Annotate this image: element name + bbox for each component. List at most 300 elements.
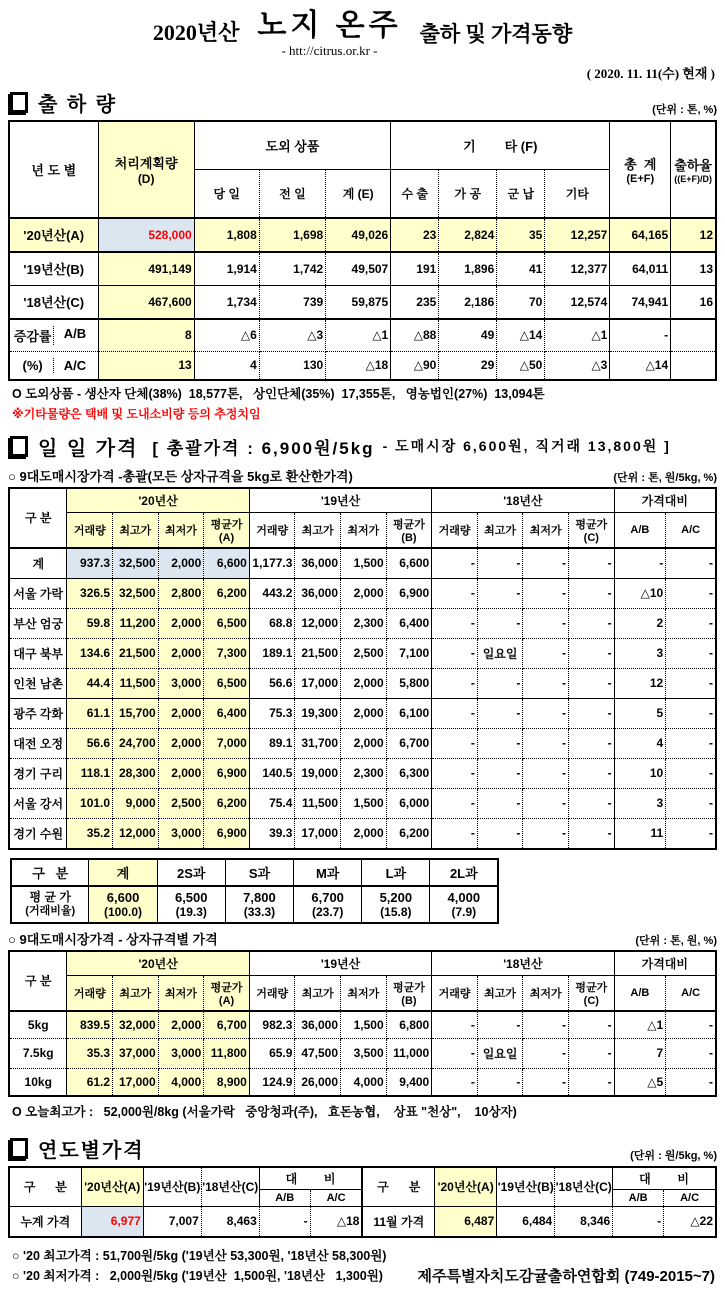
table-cell: 6,200 bbox=[204, 788, 250, 818]
table-cell: 1,734 bbox=[194, 285, 259, 319]
table-cell: 2,500 bbox=[158, 788, 204, 818]
table-cell: - bbox=[432, 578, 478, 608]
table-cell: 2,000 bbox=[341, 728, 387, 758]
table-cell: 36,000 bbox=[295, 548, 341, 579]
table-cell: - bbox=[477, 668, 523, 698]
row-label: 누계 가격 bbox=[9, 1206, 81, 1237]
table-cell: 326.5 bbox=[67, 578, 113, 608]
shipment-table bbox=[8, 120, 717, 381]
table-cell: 134.6 bbox=[67, 638, 113, 668]
col-group-outbound: 도외 상품 bbox=[194, 121, 391, 170]
col-subheader: A/B bbox=[614, 975, 666, 1011]
table-cell: 61.2 bbox=[67, 1068, 113, 1096]
table-cell: 11 bbox=[614, 818, 666, 849]
table-row bbox=[9, 818, 716, 849]
table-cell: 49,026 bbox=[326, 218, 391, 252]
col-header-gubun: 구 분 bbox=[11, 859, 89, 886]
size-table-head bbox=[11, 859, 498, 886]
table-cell: 89.1 bbox=[249, 728, 295, 758]
table-cell: 19,300 bbox=[295, 698, 341, 728]
table-cell: 130 bbox=[259, 351, 325, 380]
table-row bbox=[9, 351, 716, 380]
table-cell: 191 bbox=[391, 252, 439, 286]
table-cell: 35.3 bbox=[67, 1038, 113, 1068]
table-cell: 29 bbox=[439, 351, 497, 380]
table-cell: 982.3 bbox=[249, 1011, 295, 1039]
table-cell: 467,600 bbox=[98, 285, 194, 319]
table-cell: 1,698 bbox=[259, 218, 325, 252]
table-row bbox=[9, 668, 716, 698]
table-cell: - bbox=[523, 608, 569, 638]
col-subheader: 최저가 bbox=[341, 512, 387, 548]
col-subheader: 거래량 bbox=[432, 512, 478, 548]
row-label: 대전 오정 bbox=[9, 728, 67, 758]
col-subheader: A/C bbox=[666, 975, 716, 1011]
row-label: 경기 수원 bbox=[9, 818, 67, 849]
table-cell: 6,000 bbox=[386, 788, 432, 818]
table-cell: - bbox=[477, 578, 523, 608]
table-row bbox=[9, 1068, 716, 1096]
table-cell bbox=[294, 886, 362, 923]
col-subheader: A/B bbox=[614, 512, 666, 548]
row-label bbox=[9, 351, 98, 380]
table-row bbox=[9, 578, 716, 608]
table-cell: 31,700 bbox=[295, 728, 341, 758]
row-label-line: (거래비율) bbox=[25, 904, 76, 917]
table-cell: 2,000 bbox=[158, 548, 204, 579]
table-cell: 49,507 bbox=[326, 252, 391, 286]
shipment-table-body bbox=[9, 218, 716, 319]
col-subheader: 최저가 bbox=[523, 512, 569, 548]
col-header-grade: 2S과 bbox=[157, 859, 225, 886]
table-header-row bbox=[9, 1167, 716, 1190]
table-cell: - bbox=[569, 788, 615, 818]
table-cell: - bbox=[477, 548, 523, 579]
col-header-grade: S과 bbox=[225, 859, 293, 886]
box-price-table bbox=[8, 950, 717, 1097]
table-cell: - bbox=[569, 1011, 615, 1039]
table-cell: - bbox=[477, 758, 523, 788]
today-high-note: O 오늘최고가 : 52,000원/8kg (서울가락 중앙청과(주), 효돈농협, 상표 "천상", 10상자) bbox=[12, 1104, 517, 1119]
row-label: 5kg bbox=[9, 1011, 67, 1039]
col-subheader: 최저가 bbox=[158, 512, 204, 548]
table-cell: 528,000 bbox=[98, 218, 194, 252]
table-cell: 6,500 bbox=[204, 608, 250, 638]
table-cell: 8,463 bbox=[201, 1206, 259, 1237]
col-group-header: '20년산 bbox=[67, 951, 249, 976]
table-cell: - bbox=[569, 698, 615, 728]
footer-notes bbox=[12, 1246, 386, 1286]
col-header-etc: 기타 bbox=[545, 169, 610, 218]
table-cell: 13 bbox=[98, 351, 194, 380]
table-row bbox=[9, 319, 716, 352]
daily-title-detail-sub: - 도매시장 6,600원, 직거래 13,800원 ] bbox=[382, 438, 671, 454]
col-subheader: 거래량 bbox=[67, 512, 113, 548]
table-header-row bbox=[9, 121, 716, 170]
table-cell: 5,800 bbox=[386, 668, 432, 698]
table-cell: 65.9 bbox=[249, 1038, 295, 1068]
col-subheader: 거래량 bbox=[249, 512, 295, 548]
table-cell: 6,700 bbox=[204, 1011, 250, 1039]
table-cell: 12 bbox=[614, 668, 666, 698]
col-group-header: '19년산 bbox=[249, 951, 431, 976]
row-label: 11월 가격 bbox=[362, 1206, 434, 1237]
table-cell: - bbox=[477, 1011, 523, 1039]
col-header-grade: 계 bbox=[89, 859, 157, 886]
table-cell: - bbox=[523, 638, 569, 668]
col-subheader: 평균가(C) bbox=[569, 512, 615, 548]
col-subheader: 거래량 bbox=[67, 975, 113, 1011]
table-cell: - bbox=[259, 1206, 310, 1237]
row-label bbox=[11, 886, 89, 923]
cell-line: (33.3) bbox=[243, 904, 276, 919]
col-header-ac-right: A/C bbox=[664, 1189, 716, 1206]
table-cell: - bbox=[666, 1038, 716, 1068]
table-cell: 21,500 bbox=[295, 638, 341, 668]
table-cell: 1,914 bbox=[194, 252, 259, 286]
table-cell: 3,000 bbox=[158, 818, 204, 849]
row-label: 서울 가락 bbox=[9, 578, 67, 608]
table-row bbox=[9, 788, 716, 818]
col-header-y20-right: '20년산(A) bbox=[435, 1167, 497, 1207]
table-cell bbox=[671, 351, 716, 380]
box-table-head bbox=[9, 951, 716, 1011]
col-header-ac-left: A/C bbox=[310, 1189, 362, 1206]
table-cell: - bbox=[477, 1068, 523, 1096]
daily-title-detail-main: [ 총괄가격 : 6,900원/5kg bbox=[152, 438, 375, 458]
table-row bbox=[9, 218, 716, 252]
table-row bbox=[9, 548, 716, 579]
cell-line: 5,200 bbox=[379, 889, 413, 905]
table-row bbox=[9, 1206, 716, 1237]
title-line bbox=[8, 10, 717, 59]
col-subheader: A/C bbox=[666, 512, 716, 548]
table-cell: 4,000 bbox=[158, 1068, 204, 1096]
cell-line: 4,000 bbox=[447, 889, 481, 905]
cell-line: 7,800 bbox=[243, 889, 276, 905]
table-cell: 10 bbox=[614, 758, 666, 788]
table-cell: 7,000 bbox=[204, 728, 250, 758]
table-cell: 2,000 bbox=[158, 758, 204, 788]
table-cell: 235 bbox=[391, 285, 439, 319]
table-cell: - bbox=[432, 788, 478, 818]
table-cell: - bbox=[477, 608, 523, 638]
table-cell: 739 bbox=[259, 285, 325, 319]
col-group-etc: 기 타 (F) bbox=[391, 121, 610, 170]
row-label: 10kg bbox=[9, 1068, 67, 1096]
table-cell: 4 bbox=[194, 351, 259, 380]
table-cell: 59,875 bbox=[326, 285, 391, 319]
table-row bbox=[11, 886, 498, 923]
table-cell: 4 bbox=[614, 728, 666, 758]
table-cell: 443.2 bbox=[249, 578, 295, 608]
daily-table-head bbox=[9, 488, 716, 548]
col-group-header: '20년산 bbox=[67, 488, 249, 513]
table-cell: △5 bbox=[614, 1068, 666, 1096]
table-cell: 12,377 bbox=[545, 252, 610, 286]
table-cell: △1 bbox=[545, 319, 610, 352]
col-subheader: 최고가 bbox=[295, 975, 341, 1011]
table-cell: 2,000 bbox=[158, 638, 204, 668]
table-cell: 2,500 bbox=[341, 638, 387, 668]
table-cell: 118.1 bbox=[67, 758, 113, 788]
table-cell: 6,700 bbox=[386, 728, 432, 758]
table-cell: 49 bbox=[439, 319, 497, 352]
table-cell bbox=[362, 886, 430, 923]
table-cell: 2,186 bbox=[439, 285, 497, 319]
table-cell: - bbox=[569, 728, 615, 758]
col-subheader: 평균가(C) bbox=[569, 975, 615, 1011]
cell-line: (19.3) bbox=[175, 904, 207, 919]
table-row bbox=[9, 285, 716, 319]
col-subheader: 최고가 bbox=[113, 512, 159, 548]
col-header-sum-e: 계 (E) bbox=[326, 169, 391, 218]
daily-section-title bbox=[8, 432, 671, 461]
table-cell: △90 bbox=[391, 351, 439, 380]
table-cell: - bbox=[666, 788, 716, 818]
table-cell: 13 bbox=[671, 252, 716, 286]
footer-note-low: ○ '20 최저가격 : 2,000원/5kg ('19년산 1,500원, '18년산 1,300원) bbox=[12, 1268, 383, 1283]
table-cell: △14 bbox=[610, 351, 671, 380]
table-cell: - bbox=[614, 548, 666, 579]
table-cell: 6,800 bbox=[386, 1011, 432, 1039]
daily-total-body bbox=[9, 548, 716, 579]
col-header-gubun-left: 구 분 bbox=[9, 1167, 81, 1207]
table-cell: 47,500 bbox=[295, 1038, 341, 1068]
table-cell: 75.4 bbox=[249, 788, 295, 818]
table-cell: 44.4 bbox=[67, 668, 113, 698]
box-unit-note: (단위 : 톤, 원, %) bbox=[635, 934, 717, 947]
shipment-title-text: 출 하 량 bbox=[38, 93, 118, 116]
col-subheader: 최고가 bbox=[477, 512, 523, 548]
shipment-unit-note: (단위 : 톤, %) bbox=[652, 103, 717, 116]
table-cell: △3 bbox=[259, 319, 325, 352]
row-label bbox=[9, 319, 98, 352]
table-cell: - bbox=[477, 788, 523, 818]
table-cell: 64,011 bbox=[610, 252, 671, 286]
table-cell: 2,000 bbox=[158, 1011, 204, 1039]
table-cell: 19,000 bbox=[295, 758, 341, 788]
size-summary-wrap bbox=[10, 858, 499, 924]
col-header-y18-right: '18년산(C) bbox=[555, 1167, 613, 1207]
table-cell: - bbox=[523, 758, 569, 788]
table-cell: 2,300 bbox=[341, 608, 387, 638]
table-cell: 1,742 bbox=[259, 252, 325, 286]
table-cell: - bbox=[432, 638, 478, 668]
table-row bbox=[9, 608, 716, 638]
change-ratio-label: A/C bbox=[53, 358, 95, 373]
table-cell: - bbox=[432, 818, 478, 849]
size-summary-table bbox=[10, 858, 499, 924]
col-subheader: 평균가(B) bbox=[386, 512, 432, 548]
table-cell: △88 bbox=[391, 319, 439, 352]
table-cell: 1,808 bbox=[194, 218, 259, 252]
shipment-section-header bbox=[8, 88, 717, 117]
table-cell: △18 bbox=[326, 351, 391, 380]
row-label-line: 평 균 가 bbox=[29, 889, 71, 904]
col-header-y18-left: '18년산(C) bbox=[201, 1167, 259, 1207]
table-cell: - bbox=[477, 728, 523, 758]
table-cell: 1,500 bbox=[341, 788, 387, 818]
table-cell: - bbox=[432, 728, 478, 758]
col-subheader: 거래량 bbox=[432, 975, 478, 1011]
change-ratio-label: A/B bbox=[53, 326, 95, 345]
table-cell: 7,100 bbox=[386, 638, 432, 668]
table-cell: - bbox=[569, 638, 615, 668]
table-cell: - bbox=[666, 578, 716, 608]
table-cell: - bbox=[523, 1068, 569, 1096]
col-group-header: '18년산 bbox=[432, 951, 614, 976]
table-cell: 7 bbox=[614, 1038, 666, 1068]
daily-subline bbox=[8, 466, 717, 485]
table-cell: 491,149 bbox=[98, 252, 194, 286]
table-cell: 937.3 bbox=[67, 548, 113, 579]
table-cell: 36,000 bbox=[295, 1011, 341, 1039]
col-header-y20-left: '20년산(A) bbox=[81, 1167, 143, 1207]
row-label: 계 bbox=[9, 548, 67, 579]
table-header-row bbox=[11, 859, 498, 886]
col-header-y19-right: '19년산(B) bbox=[497, 1167, 555, 1207]
cell-line: (23.7) bbox=[311, 904, 344, 919]
col-subheader: 최고가 bbox=[295, 512, 341, 548]
table-header-row bbox=[9, 488, 716, 513]
shipment-note-red: ※기타물량은 택배 및 도내소비량 등의 추정치임 bbox=[12, 406, 261, 421]
yearly-price-table bbox=[8, 1166, 717, 1238]
cell-line: (15.8) bbox=[380, 904, 412, 919]
table-cell: 1,896 bbox=[439, 252, 497, 286]
table-cell: - bbox=[523, 548, 569, 579]
table-cell: 6,500 bbox=[204, 668, 250, 698]
table-cell: - bbox=[610, 319, 671, 352]
yearly-section-header bbox=[8, 1134, 717, 1163]
col-group-header: 가격대비 bbox=[614, 488, 716, 513]
row-label: 경기 구리 bbox=[9, 758, 67, 788]
title-suffix: 출하 및 가격동향 bbox=[419, 22, 573, 46]
page-title: 노지 온주 bbox=[257, 9, 402, 42]
table-cell: - bbox=[666, 758, 716, 788]
table-cell: 일요일 bbox=[477, 1038, 523, 1068]
table-cell bbox=[89, 886, 157, 923]
table-cell: 101.0 bbox=[67, 788, 113, 818]
col-subheader: 거래량 bbox=[249, 975, 295, 1011]
table-cell: - bbox=[523, 698, 569, 728]
col-header-grade: L과 bbox=[362, 859, 430, 886]
change-group-label: (%) bbox=[22, 357, 43, 373]
size-table-body bbox=[11, 886, 498, 923]
table-cell: 64,165 bbox=[610, 218, 671, 252]
row-label: 광주 각화 bbox=[9, 698, 67, 728]
daily-price-table bbox=[8, 487, 717, 850]
table-cell: - bbox=[666, 728, 716, 758]
cell-line: (100.0) bbox=[104, 904, 143, 919]
col-subheader: 최저가 bbox=[341, 975, 387, 1011]
yearly-table-head bbox=[9, 1167, 716, 1207]
col-header-prev: 전 일 bbox=[259, 169, 325, 218]
yearly-title-text: 연도별가격 bbox=[38, 1139, 145, 1162]
row-label: 부산 엄궁 bbox=[9, 608, 67, 638]
table-cell: - bbox=[432, 758, 478, 788]
table-cell: 26,000 bbox=[295, 1068, 341, 1096]
table-cell: - bbox=[569, 1038, 615, 1068]
footer-note-high: ○ '20 최고가격 : 51,700원/5kg ('19년산 53,300원, '18년산 58,300원) bbox=[12, 1248, 387, 1263]
table-cell: - bbox=[666, 668, 716, 698]
col-header-y19-left: '19년산(B) bbox=[143, 1167, 201, 1207]
table-cell: 11,500 bbox=[295, 788, 341, 818]
daily-section-header bbox=[8, 432, 717, 461]
table-cell: 3,000 bbox=[158, 668, 204, 698]
table-cell: 5 bbox=[614, 698, 666, 728]
section-square-icon bbox=[10, 92, 28, 113]
col-header-military: 군 납 bbox=[497, 169, 545, 218]
box-subline bbox=[8, 929, 717, 948]
col-group-daebi-left: 대 비 bbox=[259, 1167, 362, 1190]
table-cell: 6,600 bbox=[386, 548, 432, 579]
table-cell: 124.9 bbox=[249, 1068, 295, 1096]
row-label: 인천 남촌 bbox=[9, 668, 67, 698]
col-header-ab-right: A/B bbox=[613, 1189, 664, 1206]
change-label-split bbox=[12, 326, 96, 345]
daily-title-text: 일 일 가격 bbox=[38, 437, 139, 460]
table-row bbox=[9, 698, 716, 728]
table-cell: 11,000 bbox=[386, 1038, 432, 1068]
table-cell: - bbox=[432, 548, 478, 579]
table-cell: 11,200 bbox=[113, 608, 159, 638]
table-cell: 4,000 bbox=[341, 1068, 387, 1096]
table-cell: 2,824 bbox=[439, 218, 497, 252]
table-cell: 37,000 bbox=[113, 1038, 159, 1068]
table-cell: 3,000 bbox=[158, 1038, 204, 1068]
table-cell: △10 bbox=[614, 578, 666, 608]
cell-line: (7.9) bbox=[451, 904, 477, 919]
col-header-year: 년 도 별 bbox=[9, 121, 98, 218]
table-cell: - bbox=[666, 1068, 716, 1096]
section-square-icon bbox=[10, 436, 28, 457]
table-row bbox=[9, 638, 716, 668]
table-cell bbox=[671, 319, 716, 352]
cell-line: 6,700 bbox=[311, 889, 344, 905]
table-cell: 11,500 bbox=[113, 668, 159, 698]
table-cell: 140.5 bbox=[249, 758, 295, 788]
table-cell: - bbox=[569, 548, 615, 579]
table-subheader-row bbox=[9, 512, 716, 548]
table-cell: - bbox=[523, 788, 569, 818]
col-header-plan: 처리계획량 (D) bbox=[98, 121, 194, 218]
table-cell: - bbox=[523, 1011, 569, 1039]
table-cell bbox=[430, 886, 498, 923]
table-cell: 2,000 bbox=[158, 608, 204, 638]
shipment-table-head bbox=[9, 121, 716, 218]
document-header bbox=[8, 10, 717, 82]
table-cell: 7,300 bbox=[204, 638, 250, 668]
table-cell: - bbox=[569, 1068, 615, 1096]
table-row bbox=[9, 758, 716, 788]
col-subheader: 최저가 bbox=[158, 975, 204, 1011]
table-cell: 7,007 bbox=[143, 1206, 201, 1237]
table-cell: 59.8 bbox=[67, 608, 113, 638]
col-header-daily: 당 일 bbox=[194, 169, 259, 218]
row-label: 서울 강서 bbox=[9, 788, 67, 818]
row-label: 대구 북부 bbox=[9, 638, 67, 668]
table-cell: - bbox=[666, 608, 716, 638]
daily-market-body bbox=[9, 578, 716, 849]
shipment-note: O 도외상품 - 생산자 단체(38%) 18,577톤, 상인단체(35%) 17,355톤, 영농법인(27%) 13,094톤 bbox=[12, 386, 545, 401]
table-cell: - bbox=[432, 668, 478, 698]
table-cell: 6,900 bbox=[204, 818, 250, 849]
col-subheader: 평균가(A) bbox=[204, 975, 250, 1011]
table-cell: 32,500 bbox=[113, 578, 159, 608]
col-subheader: 최저가 bbox=[523, 975, 569, 1011]
table-cell: 9,400 bbox=[386, 1068, 432, 1096]
